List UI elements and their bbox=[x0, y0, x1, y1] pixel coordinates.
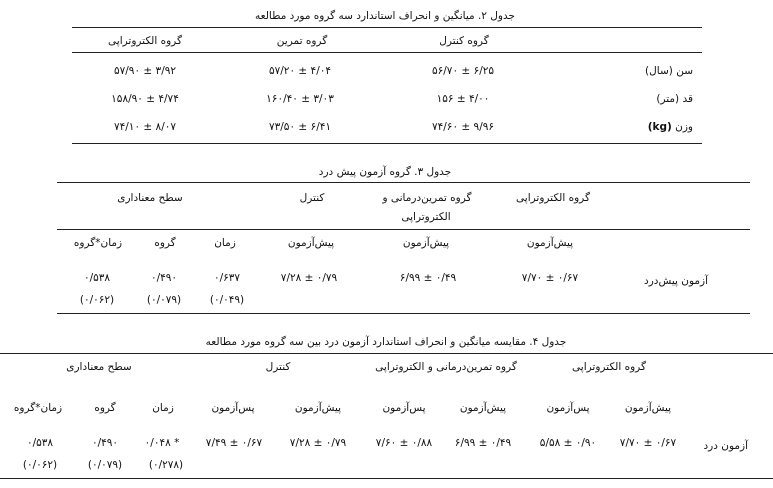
table4-cell: ۰/۰۴۸ * bbox=[144, 437, 180, 449]
table4-cell: (۰/۰۶۲) bbox=[22, 459, 58, 471]
table2-cell: ۵۶/۷۰ ± ۶/۲۵ bbox=[431, 65, 495, 77]
weight-label-text: وزن bbox=[675, 121, 693, 133]
table4-header-control: کنترل bbox=[265, 361, 291, 373]
table4-sub-control-pre: پیش‌آزمون bbox=[294, 402, 342, 414]
table4-sub-time-group: زمان*گروه bbox=[13, 402, 63, 414]
table4-bottom-rule bbox=[0, 478, 773, 479]
table3-sub-electro-pre: پیش‌آزمون bbox=[526, 237, 574, 249]
table3-row-label: آزمون پیش‌درد bbox=[644, 275, 708, 287]
table3-cell: (۰/۰۷۹) bbox=[146, 294, 182, 306]
table2-header-control: گروه کنترل bbox=[439, 35, 489, 47]
table3-sub-time-group: زمان*گروه bbox=[73, 237, 123, 249]
table2-cell: ۱۶۰/۴۰ ± ۳/۰۳ bbox=[266, 93, 334, 105]
table2-header-rule bbox=[72, 52, 702, 53]
table3-header-exercise: گروه تمرین‌درمانی و bbox=[382, 192, 472, 204]
table4-row-label: آزمون درد bbox=[703, 440, 748, 452]
table4-cell: ۶/۹۹ ± ۰/۴۹ bbox=[454, 437, 512, 449]
table4-sub-exercise-pre: پیش‌آزمون bbox=[459, 402, 507, 414]
table3-top-rule bbox=[57, 182, 750, 183]
table3-sub-group: گروه bbox=[154, 237, 176, 249]
table2-header-electro: گروه الکتروتراپی bbox=[108, 35, 182, 47]
table3-sub-control-pre: پیش‌آزمون bbox=[287, 237, 335, 249]
table2-row-label-age: سن (سال) bbox=[645, 65, 693, 77]
table3-cell: ۶/۹۹ ± ۰/۴۹ bbox=[399, 272, 457, 284]
table3-cell: ۷/۲۸ ± ۰/۷۹ bbox=[280, 272, 338, 284]
table2-cell: ۷۴/۶۰ ± ۹/۹۶ bbox=[431, 121, 495, 133]
table4-sub-control-post: پس‌آزمون bbox=[211, 402, 255, 414]
table2-cell: ۵۷/۲۰ ± ۴/۰۴ bbox=[268, 65, 332, 77]
table2-cell: ۷۳/۵۰ ± ۶/۴۱ bbox=[268, 121, 332, 133]
table4-cell: ۰/۵۳۸ bbox=[26, 437, 54, 449]
table4-sub-time: زمان bbox=[152, 402, 174, 414]
table4-sub-group: گروه bbox=[94, 402, 116, 414]
table2-header-exercise: گروه تمرین bbox=[276, 35, 328, 47]
table3-title: جدول ۳. گروه آزمون پیش درد bbox=[318, 166, 452, 178]
table3-header-significance: سطح معناداری bbox=[117, 192, 183, 204]
table4-sub-electro-post: پس‌آزمون bbox=[546, 402, 590, 414]
table2-top-rule bbox=[72, 27, 702, 28]
table4-header-significance: سطح معناداری bbox=[66, 361, 132, 373]
table3-cell: ۷/۷۰ ± ۰/۶۷ bbox=[521, 272, 579, 284]
table4-cell: (۰/۰۷۹) bbox=[87, 459, 123, 471]
table4-cell: (۰/۲۷۸) bbox=[148, 459, 184, 471]
table4-cell: ۰/۴۹۰ bbox=[91, 437, 119, 449]
table2-row-label-height: قد (متر) bbox=[656, 93, 693, 105]
table3-cell: ۰/۵۳۸ bbox=[83, 272, 111, 284]
table3-cell: ۰/۶۳۷ bbox=[213, 272, 241, 284]
table4-cell: ۷/۴۹ ± ۰/۶۷ bbox=[205, 437, 263, 449]
table4-sub-exercise-post: پس‌آزمون bbox=[382, 402, 426, 414]
table4-cell: ۷/۲۸ ± ۰/۷۹ bbox=[289, 437, 347, 449]
table4-cell: ۵/۵۸ ± ۰/۹۰ bbox=[539, 437, 597, 449]
table2-row-label-weight bbox=[648, 121, 693, 133]
table4-sub-electro-pre: پیش‌آزمون bbox=[624, 402, 672, 414]
table4-title: جدول ۴. مقایسه میانگین و انحراف استاندارد آزمون درد بین سه گروه مورد مطالعه bbox=[205, 336, 567, 348]
table3-sub-exercise-pre: پیش‌آزمون bbox=[402, 237, 450, 249]
table3-header-electro: گروه الکتروتراپی bbox=[516, 192, 590, 204]
table2-cell: ۱۵۸/۹۰ ± ۴/۷۴ bbox=[111, 93, 179, 105]
table2-cell: ۱۵۶ ± ۴/۰۰ bbox=[436, 93, 490, 105]
table2-title: جدول ۲. میانگین و انحراف استاندارد سه گروه مورد مطالعه bbox=[255, 10, 515, 22]
weight-unit: (kg) bbox=[647, 121, 672, 133]
table3-cell: (۰/۰۶۲) bbox=[79, 294, 115, 306]
table3-cell: (۰/۰۴۹) bbox=[209, 294, 245, 306]
table3-header-exercise-cont: الکتروتراپی bbox=[401, 211, 451, 223]
table4-header-electro: گروه الکتروتراپی bbox=[572, 361, 646, 373]
table4-cell: ۷/۶۰ ± ۰/۸۸ bbox=[375, 437, 433, 449]
table4-cell: ۷/۷۰ ± ۰/۶۷ bbox=[619, 437, 677, 449]
table3-header-control: کنترل bbox=[299, 192, 325, 204]
table4-top-rule bbox=[0, 353, 773, 354]
table3-sub-time: زمان bbox=[214, 237, 236, 249]
table2-cell: ۵۷/۹۰ ± ۳/۹۲ bbox=[113, 65, 177, 77]
table4-header-exercise: گروه تمرین‌درمانی و الکتروتراپی bbox=[375, 361, 517, 373]
table3-cell: ۰/۴۹۰ bbox=[150, 272, 178, 284]
table3-bottom-rule bbox=[57, 313, 750, 314]
table3-header-rule bbox=[57, 229, 750, 230]
table2-bottom-rule bbox=[72, 143, 702, 144]
table2-cell: ۷۴/۱۰ ± ۸/۰۷ bbox=[113, 121, 177, 133]
